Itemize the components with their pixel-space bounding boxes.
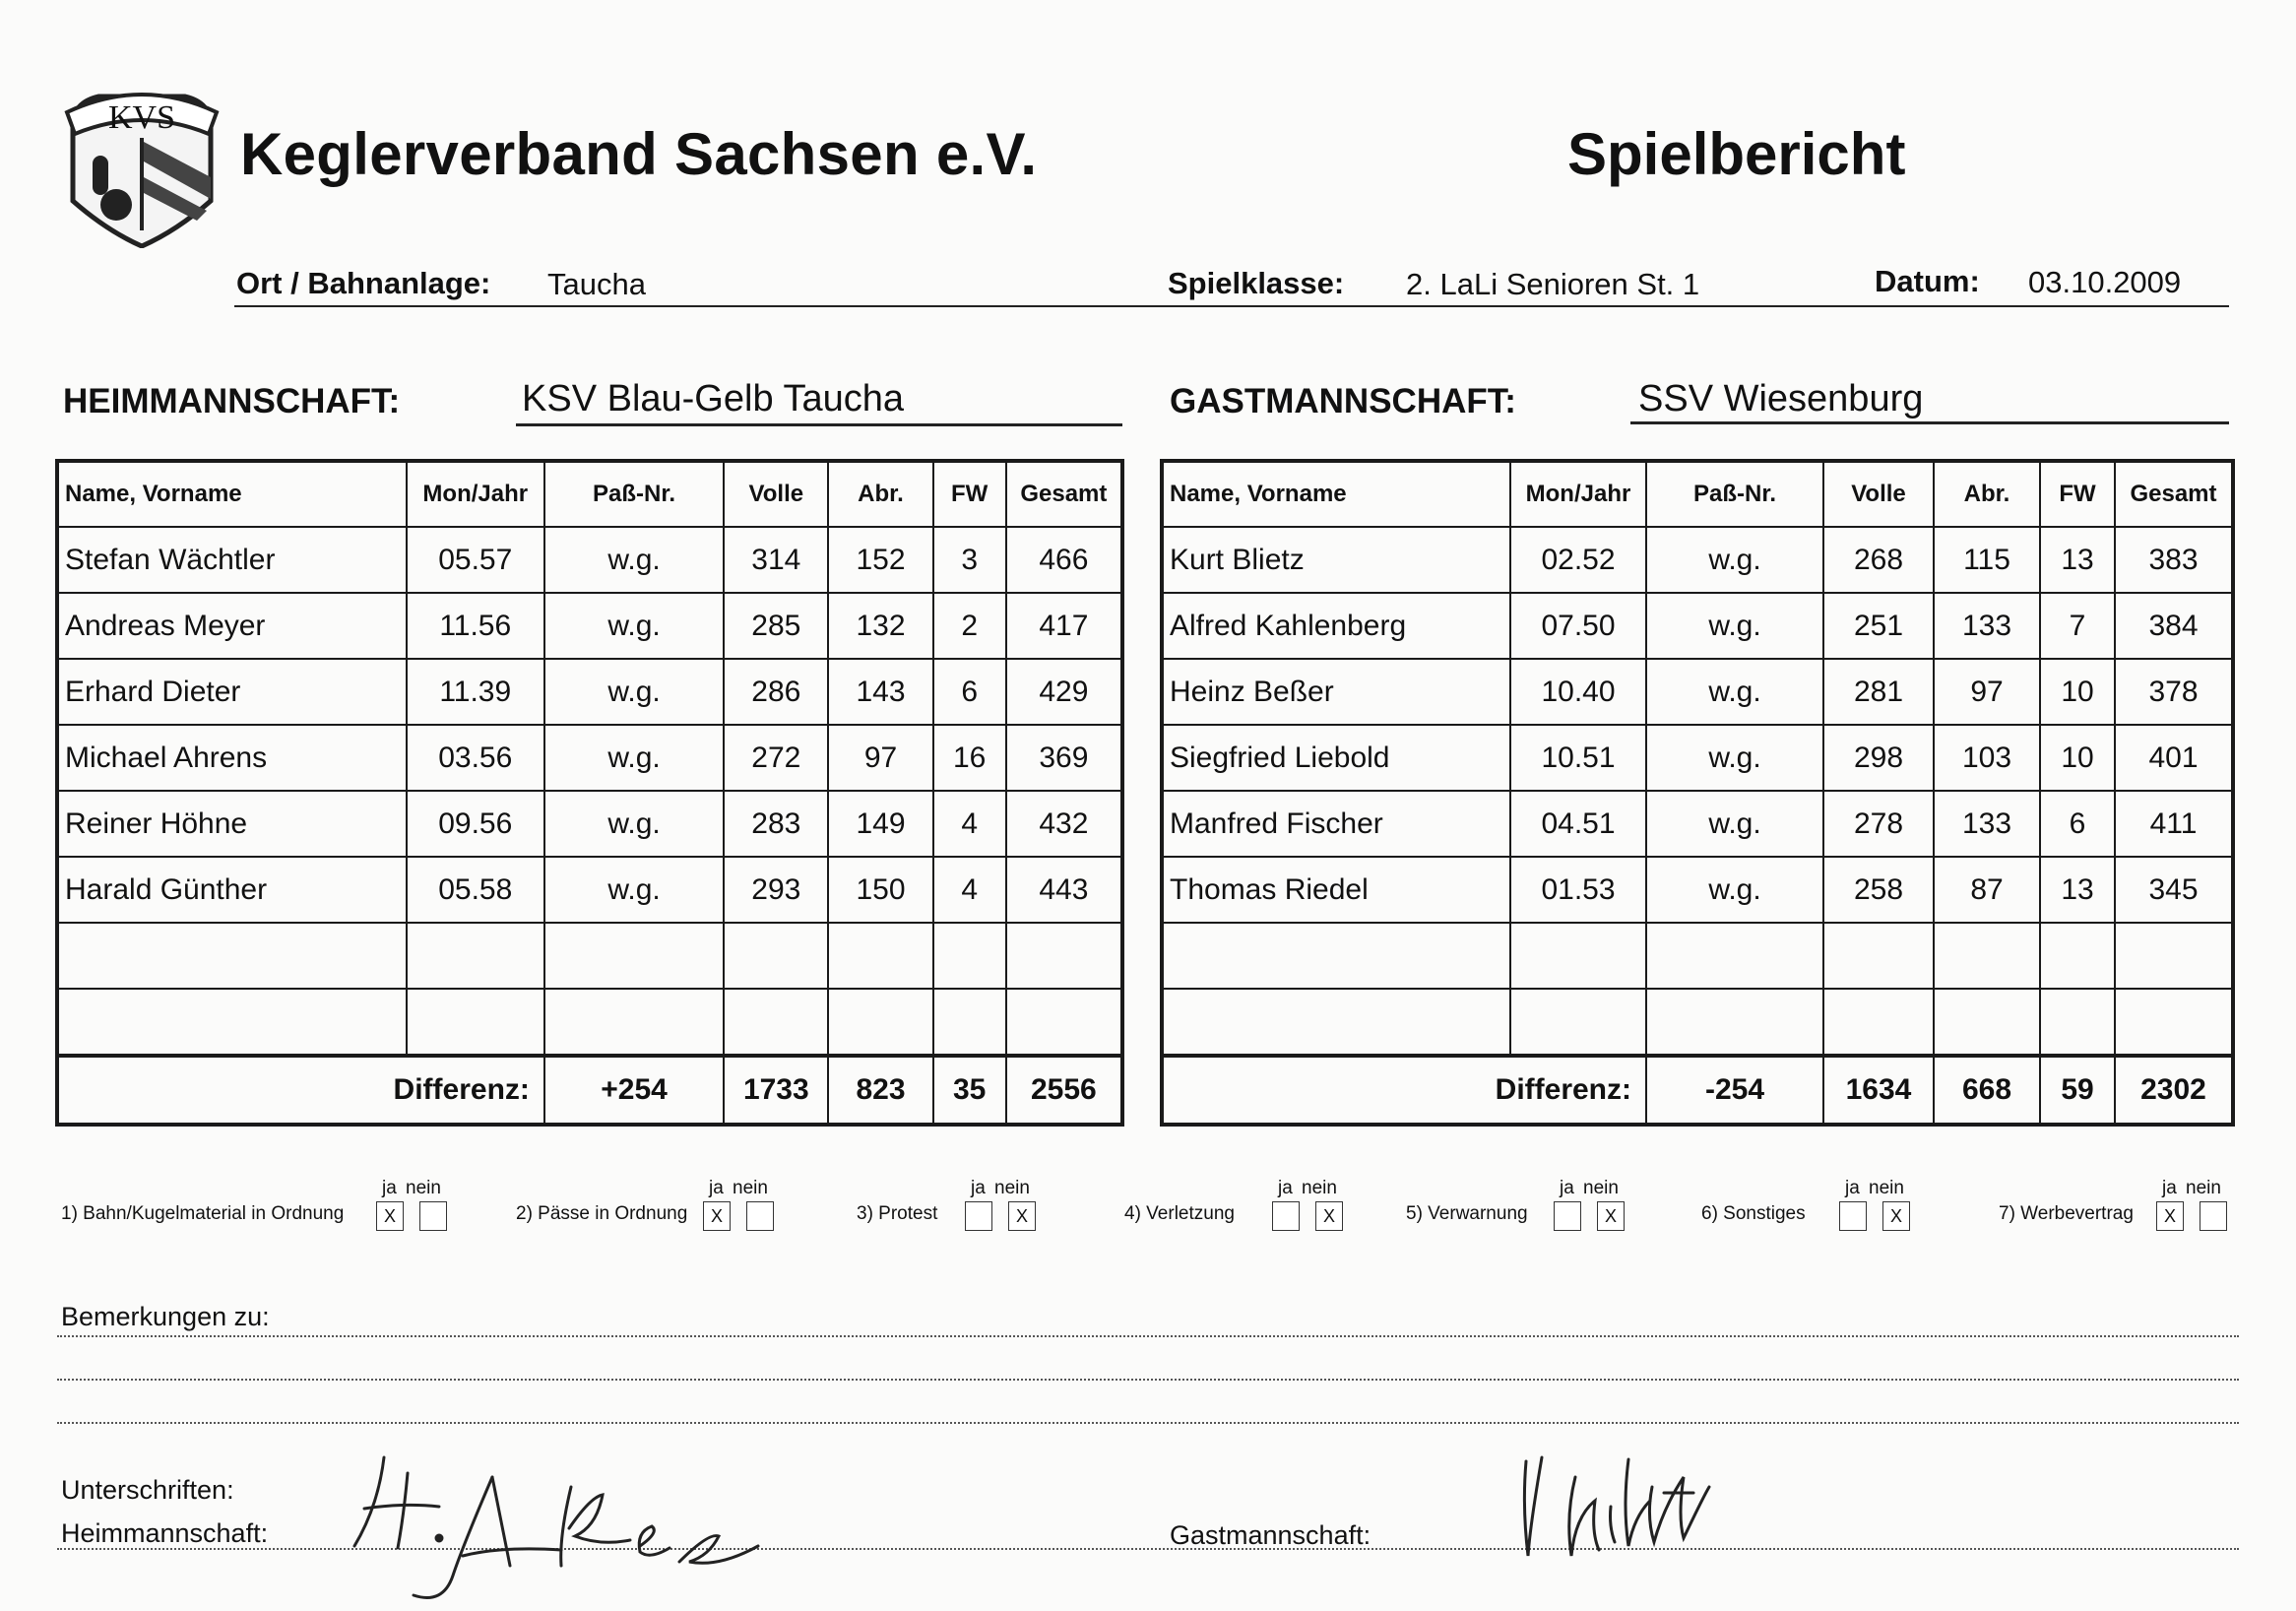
monjahr-cell[interactable] — [1510, 923, 1646, 989]
nein-checkbox[interactable]: X — [1008, 1201, 1036, 1231]
fw-cell[interactable]: 7 — [2040, 593, 2115, 659]
name-cell[interactable]: Erhard Dieter — [57, 659, 407, 725]
abr-cell[interactable]: 143 — [828, 659, 932, 725]
name-cell[interactable]: Stefan Wächtler — [57, 527, 407, 593]
fw-cell[interactable]: 4 — [933, 791, 1006, 857]
table-row — [1162, 989, 2233, 1056]
col-name-header: Name, Vorname — [1162, 461, 1510, 527]
col-fw-header: FW — [933, 461, 1006, 527]
fw-cell[interactable]: 10 — [2040, 725, 2115, 791]
guest-signature-label: Gastmannschaft: — [1170, 1520, 1371, 1550]
abr-cell[interactable]: 97 — [828, 725, 932, 791]
home-score-table — [55, 459, 1124, 1127]
monjahr-cell[interactable] — [407, 989, 544, 1056]
table-header-row — [57, 461, 1122, 527]
sum-gesamt: 2556 — [1006, 1056, 1122, 1125]
checklist-item-label: 2) Pässe in Ordnung — [516, 1203, 688, 1224]
col-gesamt-header: Gesamt — [2115, 461, 2233, 527]
name-cell[interactable] — [1162, 989, 1510, 1056]
fw-cell[interactable]: 3 — [933, 527, 1006, 593]
table-row — [57, 659, 1122, 725]
home-signature — [345, 1438, 778, 1605]
gesamt-cell[interactable]: 378 — [2115, 659, 2233, 725]
ja-label: ja — [382, 1178, 397, 1198]
nein-label: nein — [994, 1178, 1030, 1198]
name-cell[interactable] — [57, 923, 407, 989]
datum-label: Datum: — [1875, 264, 1980, 298]
nein-label: nein — [1869, 1178, 1904, 1198]
gesamt-cell[interactable] — [2115, 923, 2233, 989]
gesamt-cell[interactable]: 345 — [2115, 857, 2233, 923]
monjahr-cell[interactable]: 07.50 — [1510, 593, 1646, 659]
volle-cell[interactable] — [724, 989, 828, 1056]
fw-cell[interactable] — [933, 989, 1006, 1056]
volle-cell[interactable] — [724, 923, 828, 989]
monjahr-cell[interactable]: 11.39 — [407, 659, 544, 725]
volle-cell[interactable]: 293 — [724, 857, 828, 923]
passnr-cell[interactable]: w.g. — [544, 659, 724, 725]
nein-label: nein — [2186, 1178, 2221, 1198]
fw-cell[interactable]: 13 — [2040, 527, 2115, 593]
sum-gesamt: 2302 — [2115, 1056, 2233, 1125]
ja-checkbox[interactable]: X — [2156, 1201, 2184, 1231]
passnr-cell[interactable] — [1646, 989, 1823, 1056]
fw-cell[interactable] — [2040, 923, 2115, 989]
fw-cell[interactable]: 16 — [933, 725, 1006, 791]
gesamt-cell[interactable]: 443 — [1006, 857, 1122, 923]
remarks-line[interactable] — [57, 1335, 2239, 1337]
guest-rows — [1162, 527, 2233, 1056]
abr-cell[interactable] — [1934, 989, 2040, 1056]
sum-fw: 35 — [933, 1056, 1006, 1125]
checklist-item-label: 7) Werbevertrag — [1999, 1203, 2134, 1224]
checklist-item — [1999, 1178, 2235, 1237]
passnr-cell[interactable]: w.g. — [544, 725, 724, 791]
datum-value: 03.10.2009 — [2028, 265, 2182, 299]
monjahr-cell[interactable]: 01.53 — [1510, 857, 1646, 923]
nein-label: nein — [1583, 1178, 1619, 1198]
table-row — [57, 857, 1122, 923]
ja-checkbox[interactable]: X — [703, 1201, 731, 1231]
name-cell[interactable]: Harald Günther — [57, 857, 407, 923]
abr-cell[interactable]: 103 — [1934, 725, 2040, 791]
abr-cell[interactable]: 149 — [828, 791, 932, 857]
gesamt-cell[interactable]: 383 — [2115, 527, 2233, 593]
gesamt-cell[interactable]: 466 — [1006, 527, 1122, 593]
nein-checkbox[interactable]: X — [1882, 1201, 1910, 1231]
table-row — [1162, 725, 2233, 791]
org-name: Keglerverband Sachsen e.V. — [240, 121, 1038, 187]
abr-cell[interactable]: 133 — [1934, 593, 2040, 659]
nein-checkbox[interactable] — [2200, 1201, 2227, 1231]
ja-label: ja — [971, 1178, 986, 1198]
abr-cell[interactable]: 97 — [1934, 659, 2040, 725]
col-gesamt-header: Gesamt — [1006, 461, 1122, 527]
fw-cell[interactable]: 4 — [933, 857, 1006, 923]
ja-label: ja — [2162, 1178, 2177, 1198]
abr-cell[interactable] — [828, 989, 932, 1056]
differenz-label: Differenz: — [57, 1056, 544, 1125]
abr-cell[interactable] — [1934, 923, 2040, 989]
gesamt-cell[interactable]: 369 — [1006, 725, 1122, 791]
table-row — [57, 791, 1122, 857]
table-header-row — [1162, 461, 2233, 527]
fw-cell[interactable]: 10 — [2040, 659, 2115, 725]
col-monjahr-header: Mon/Jahr — [407, 461, 544, 527]
ort-label: Ort / Bahnanlage: — [236, 266, 491, 300]
table-row — [57, 989, 1122, 1056]
monjahr-cell[interactable]: 02.52 — [1510, 527, 1646, 593]
fw-cell[interactable]: 2 — [933, 593, 1006, 659]
ja-checkbox[interactable] — [1554, 1201, 1581, 1231]
checklist-item — [857, 1178, 1044, 1237]
ja-label: ja — [709, 1178, 724, 1198]
monjahr-cell[interactable]: 03.56 — [407, 725, 544, 791]
remarks-line[interactable] — [57, 1379, 2239, 1381]
table-row — [57, 923, 1122, 989]
name-cell[interactable]: Reiner Höhne — [57, 791, 407, 857]
monjahr-cell[interactable] — [407, 923, 544, 989]
volle-cell[interactable]: 272 — [724, 725, 828, 791]
home-team-label: HEIMMANNSCHAFT: — [63, 382, 401, 420]
gesamt-cell[interactable] — [1006, 923, 1122, 989]
table-row — [1162, 527, 2233, 593]
remarks-line[interactable] — [57, 1422, 2239, 1424]
checklist-item — [516, 1178, 782, 1237]
kvs-logo — [59, 83, 224, 248]
ja-checkbox[interactable] — [1839, 1201, 1867, 1231]
passnr-cell[interactable] — [544, 989, 724, 1056]
table-row — [1162, 593, 2233, 659]
checklist-item-label: 5) Verwarnung — [1406, 1203, 1528, 1224]
gesamt-cell[interactable]: 432 — [1006, 791, 1122, 857]
volle-cell[interactable]: 283 — [724, 791, 828, 857]
volle-cell[interactable]: 298 — [1823, 725, 1934, 791]
abr-cell[interactable]: 115 — [1934, 527, 2040, 593]
col-passnr-header: Paß-Nr. — [544, 461, 724, 527]
ja-label: ja — [1278, 1178, 1293, 1198]
nein-label: nein — [1302, 1178, 1337, 1198]
name-cell[interactable]: Alfred Kahlenberg — [1162, 593, 1510, 659]
volle-cell[interactable]: 278 — [1823, 791, 1934, 857]
abr-cell[interactable]: 133 — [1934, 791, 2040, 857]
ort-value: Taucha — [547, 267, 646, 301]
guest-team-name: SSV Wiesenburg — [1638, 378, 1924, 419]
checklist-item-label: 3) Protest — [857, 1203, 938, 1224]
col-volle-header: Volle — [724, 461, 828, 527]
differenz-label: Differenz: — [1162, 1056, 1646, 1125]
document-title: Spielbericht — [1567, 121, 1906, 187]
gesamt-cell[interactable] — [1006, 989, 1122, 1056]
ja-checkbox[interactable]: X — [376, 1201, 404, 1231]
checklist-item — [1124, 1178, 1351, 1237]
spielklasse-label: Spielklasse: — [1168, 266, 1345, 300]
name-cell[interactable]: Michael Ahrens — [57, 725, 407, 791]
name-cell[interactable]: Siegfried Liebold — [1162, 725, 1510, 791]
abr-cell[interactable]: 150 — [828, 857, 932, 923]
passnr-cell[interactable] — [544, 923, 724, 989]
differenz-value: -254 — [1646, 1056, 1823, 1125]
monjahr-cell[interactable]: 11.56 — [407, 593, 544, 659]
home-team-underline — [516, 423, 1122, 426]
table-row — [57, 725, 1122, 791]
gesamt-cell[interactable]: 429 — [1006, 659, 1122, 725]
monjahr-cell[interactable]: 10.51 — [1510, 725, 1646, 791]
sum-volle: 1634 — [1823, 1056, 1934, 1125]
col-fw-header: FW — [2040, 461, 2115, 527]
col-volle-header: Volle — [1823, 461, 1934, 527]
passnr-cell[interactable]: w.g. — [1646, 725, 1823, 791]
gesamt-cell[interactable]: 401 — [2115, 725, 2233, 791]
checklist-item — [1406, 1178, 1632, 1237]
volle-cell[interactable]: 281 — [1823, 659, 1934, 725]
checklist-item-label: 6) Sonstiges — [1701, 1203, 1806, 1224]
table-row — [1162, 791, 2233, 857]
table-row — [1162, 923, 2233, 989]
passnr-cell[interactable]: w.g. — [544, 791, 724, 857]
col-monjahr-header: Mon/Jahr — [1510, 461, 1646, 527]
name-cell[interactable]: Heinz Beßer — [1162, 659, 1510, 725]
passnr-cell[interactable]: w.g. — [1646, 527, 1823, 593]
fw-cell[interactable]: 6 — [933, 659, 1006, 725]
home-signature-label: Heimmannschaft: — [61, 1518, 269, 1548]
home-rows — [57, 527, 1122, 1056]
table-row — [57, 593, 1122, 659]
fw-cell[interactable] — [933, 923, 1006, 989]
monjahr-cell[interactable]: 05.57 — [407, 527, 544, 593]
passnr-cell[interactable]: w.g. — [1646, 659, 1823, 725]
name-cell[interactable]: Andreas Meyer — [57, 593, 407, 659]
ja-label: ja — [1560, 1178, 1574, 1198]
spielklasse-value: 2. LaLi Senioren St. 1 — [1406, 267, 1700, 301]
volle-cell[interactable]: 258 — [1823, 857, 1934, 923]
volle-cell[interactable]: 285 — [724, 593, 828, 659]
col-abr-header: Abr. — [828, 461, 932, 527]
checklist-item-label: 1) Bahn/Kugelmaterial in Ordnung — [61, 1203, 345, 1224]
passnr-cell[interactable]: w.g. — [1646, 857, 1823, 923]
gesamt-cell[interactable] — [2115, 989, 2233, 1056]
nein-label: nein — [406, 1178, 441, 1198]
col-name-header: Name, Vorname — [57, 461, 407, 527]
fw-cell[interactable]: 13 — [2040, 857, 2115, 923]
name-cell[interactable] — [57, 989, 407, 1056]
nein-label: nein — [733, 1178, 768, 1198]
name-cell[interactable]: Thomas Riedel — [1162, 857, 1510, 923]
ja-checkbox[interactable] — [1272, 1201, 1300, 1231]
volle-cell[interactable]: 286 — [724, 659, 828, 725]
sum-abr: 668 — [1934, 1056, 2040, 1125]
guest-score-table — [1160, 459, 2235, 1127]
nein-checkbox[interactable] — [746, 1201, 774, 1231]
passnr-cell[interactable]: w.g. — [544, 857, 724, 923]
ja-checkbox[interactable] — [965, 1201, 992, 1231]
guest-sum-row — [1162, 1056, 2233, 1125]
col-abr-header: Abr. — [1934, 461, 2040, 527]
name-cell[interactable]: Kurt Blietz — [1162, 527, 1510, 593]
meta-underline — [234, 305, 2229, 307]
monjahr-cell[interactable]: 05.58 — [407, 857, 544, 923]
abr-cell[interactable]: 132 — [828, 593, 932, 659]
sum-fw: 59 — [2040, 1056, 2115, 1125]
logo-text: KVS — [107, 99, 176, 136]
remarks-label: Bemerkungen zu: — [61, 1302, 270, 1331]
checklist-item — [61, 1178, 455, 1237]
volle-cell[interactable] — [1823, 989, 1934, 1056]
volle-cell[interactable]: 268 — [1823, 527, 1934, 593]
volle-cell[interactable] — [1823, 923, 1934, 989]
guest-team-underline — [1630, 421, 2229, 424]
ja-label: ja — [1845, 1178, 1860, 1198]
checklist-item-label: 4) Verletzung — [1124, 1203, 1235, 1224]
nein-checkbox[interactable]: X — [1315, 1201, 1343, 1231]
abr-cell[interactable]: 152 — [828, 527, 932, 593]
guest-team-label: GASTMANNSCHAFT: — [1170, 382, 1516, 420]
abr-cell[interactable] — [828, 923, 932, 989]
monjahr-cell[interactable]: 10.40 — [1510, 659, 1646, 725]
passnr-cell[interactable] — [1646, 923, 1823, 989]
sum-volle: 1733 — [724, 1056, 828, 1125]
nein-checkbox[interactable]: X — [1597, 1201, 1625, 1231]
monjahr-cell[interactable] — [1510, 989, 1646, 1056]
passnr-cell[interactable]: w.g. — [1646, 791, 1823, 857]
guest-signature — [1516, 1448, 1812, 1576]
name-cell[interactable] — [1162, 923, 1510, 989]
nein-checkbox[interactable] — [419, 1201, 447, 1231]
volle-cell[interactable]: 314 — [724, 527, 828, 593]
table-row — [57, 527, 1122, 593]
passnr-cell[interactable]: w.g. — [544, 527, 724, 593]
table-row — [1162, 659, 2233, 725]
volle-cell[interactable]: 251 — [1823, 593, 1934, 659]
differenz-value: +254 — [544, 1056, 724, 1125]
abr-cell[interactable]: 87 — [1934, 857, 2040, 923]
passnr-cell[interactable]: w.g. — [1646, 593, 1823, 659]
sum-abr: 823 — [828, 1056, 932, 1125]
monjahr-cell[interactable]: 04.51 — [1510, 791, 1646, 857]
home-sum-row — [57, 1056, 1122, 1125]
gesamt-cell[interactable]: 411 — [2115, 791, 2233, 857]
passnr-cell[interactable]: w.g. — [544, 593, 724, 659]
checklist-item — [1701, 1178, 1918, 1237]
table-row — [1162, 857, 2233, 923]
fw-cell[interactable]: 6 — [2040, 791, 2115, 857]
col-passnr-header: Paß-Nr. — [1646, 461, 1823, 527]
gesamt-cell[interactable]: 384 — [2115, 593, 2233, 659]
name-cell[interactable]: Manfred Fischer — [1162, 791, 1510, 857]
fw-cell[interactable] — [2040, 989, 2115, 1056]
home-team-name: KSV Blau-Gelb Taucha — [522, 378, 904, 419]
monjahr-cell[interactable]: 09.56 — [407, 791, 544, 857]
gesamt-cell[interactable]: 417 — [1006, 593, 1122, 659]
signatures-label: Unterschriften: — [61, 1475, 234, 1505]
